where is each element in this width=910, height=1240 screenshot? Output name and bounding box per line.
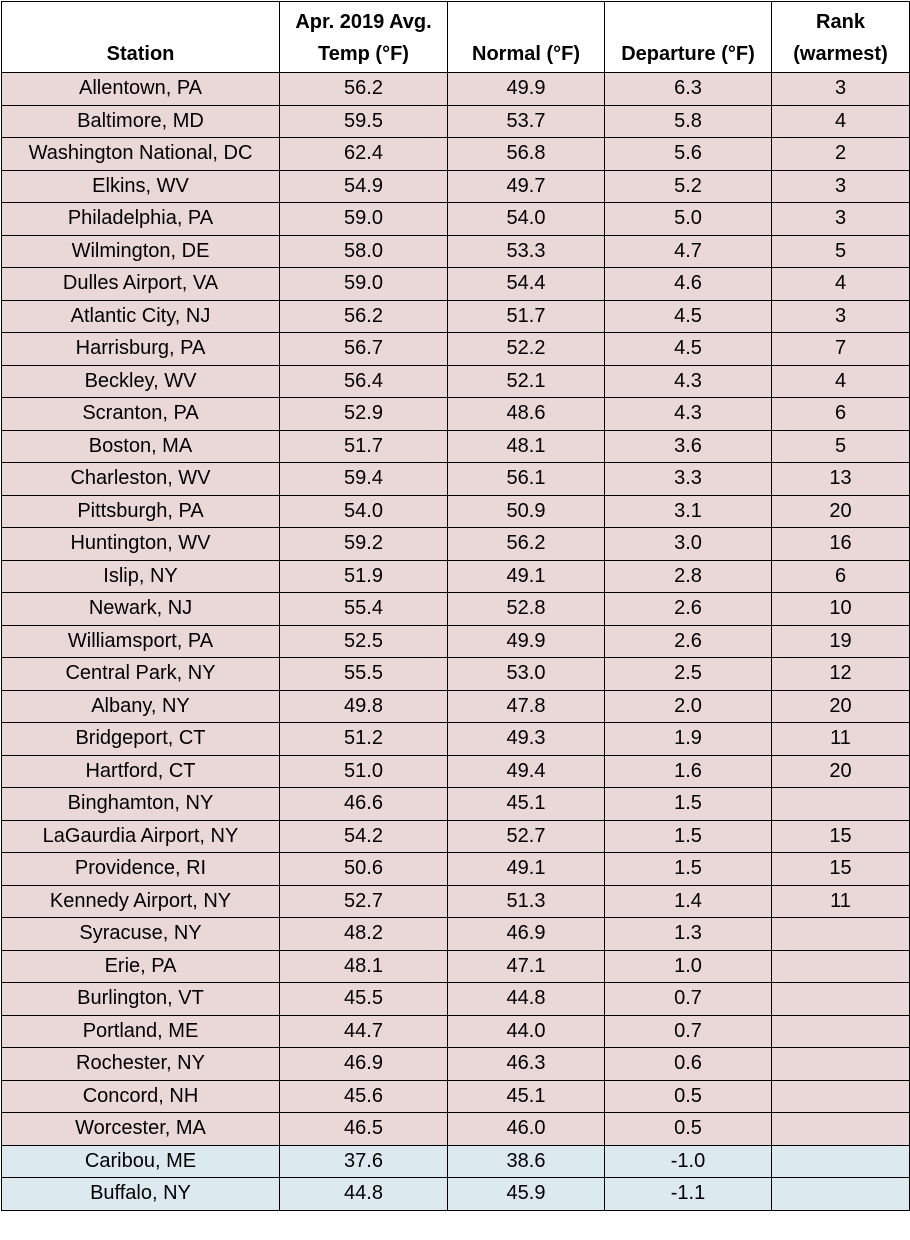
cell-rank: 3 [772, 203, 910, 236]
cell-avg-temp: 62.4 [280, 138, 448, 171]
cell-rank: 11 [772, 723, 910, 756]
cell-normal: 47.1 [448, 950, 605, 983]
cell-rank: 6 [772, 560, 910, 593]
cell-departure: 4.3 [605, 398, 772, 431]
table-row [2, 723, 910, 756]
cell-rank: 3 [772, 170, 910, 203]
table-row [2, 918, 910, 951]
cell-departure: 1.3 [605, 918, 772, 951]
cell-station: Portland, ME [2, 1015, 280, 1048]
table-row [2, 885, 910, 918]
cell-departure: 1.6 [605, 755, 772, 788]
cell-station: LaGaurdia Airport, NY [2, 820, 280, 853]
cell-normal: 38.6 [448, 1145, 605, 1178]
cell-rank: 5 [772, 430, 910, 463]
table-row [2, 333, 910, 366]
cell-departure: 5.2 [605, 170, 772, 203]
cell-avg-temp: 50.6 [280, 853, 448, 886]
cell-rank [772, 918, 910, 951]
cell-departure: 1.4 [605, 885, 772, 918]
table-row [2, 1015, 910, 1048]
cell-normal: 49.1 [448, 853, 605, 886]
cell-rank: 7 [772, 333, 910, 366]
cell-avg-temp: 59.0 [280, 203, 448, 236]
table-row [2, 1178, 910, 1211]
cell-rank: 16 [772, 528, 910, 561]
cell-normal: 53.3 [448, 235, 605, 268]
cell-station: Pittsburgh, PA [2, 495, 280, 528]
cell-avg-temp: 59.2 [280, 528, 448, 561]
cell-station: Newark, NJ [2, 593, 280, 626]
cell-normal: 56.8 [448, 138, 605, 171]
cell-rank: 10 [772, 593, 910, 626]
cell-normal: 44.0 [448, 1015, 605, 1048]
header-station [2, 2, 280, 73]
cell-rank: 15 [772, 820, 910, 853]
cell-avg-temp: 45.5 [280, 983, 448, 1016]
cell-normal: 44.8 [448, 983, 605, 1016]
cell-departure: 4.6 [605, 268, 772, 301]
cell-departure: 6.3 [605, 73, 772, 106]
cell-avg-temp: 52.9 [280, 398, 448, 431]
table-header [2, 2, 910, 73]
cell-normal: 49.4 [448, 755, 605, 788]
cell-normal: 52.8 [448, 593, 605, 626]
cell-departure: 3.3 [605, 463, 772, 496]
table-row [2, 170, 910, 203]
table-row [2, 1145, 910, 1178]
header-avg-temp-line2: Temp (°F) [318, 43, 409, 65]
cell-avg-temp: 56.2 [280, 73, 448, 106]
table-row [2, 268, 910, 301]
cell-avg-temp: 48.1 [280, 950, 448, 983]
cell-avg-temp: 56.2 [280, 300, 448, 333]
cell-departure: 0.5 [605, 1080, 772, 1113]
cell-station: Providence, RI [2, 853, 280, 886]
cell-normal: 48.6 [448, 398, 605, 431]
cell-avg-temp: 59.4 [280, 463, 448, 496]
table-row [2, 365, 910, 398]
cell-departure: 2.5 [605, 658, 772, 691]
cell-normal: 49.3 [448, 723, 605, 756]
cell-station: Erie, PA [2, 950, 280, 983]
cell-normal: 49.9 [448, 73, 605, 106]
cell-avg-temp: 59.5 [280, 105, 448, 138]
table-row [2, 788, 910, 821]
table-row [2, 495, 910, 528]
cell-avg-temp: 59.0 [280, 268, 448, 301]
cell-station: Bridgeport, CT [2, 723, 280, 756]
cell-avg-temp: 44.8 [280, 1178, 448, 1211]
cell-rank: 3 [772, 300, 910, 333]
cell-avg-temp: 54.2 [280, 820, 448, 853]
cell-departure: 2.6 [605, 625, 772, 658]
table-row [2, 430, 910, 463]
cell-rank [772, 788, 910, 821]
temperature-table [1, 1, 910, 1211]
header-avg-temp [280, 2, 448, 73]
cell-departure: 3.6 [605, 430, 772, 463]
cell-avg-temp: 51.7 [280, 430, 448, 463]
cell-rank [772, 1080, 910, 1113]
cell-avg-temp: 55.5 [280, 658, 448, 691]
cell-avg-temp: 49.8 [280, 690, 448, 723]
cell-departure: 1.5 [605, 853, 772, 886]
cell-departure: 1.5 [605, 788, 772, 821]
cell-normal: 56.2 [448, 528, 605, 561]
header-rank [772, 2, 910, 73]
cell-normal: 46.0 [448, 1113, 605, 1146]
cell-departure: 3.0 [605, 528, 772, 561]
cell-avg-temp: 37.6 [280, 1145, 448, 1178]
cell-departure: 0.7 [605, 1015, 772, 1048]
table-row [2, 138, 910, 171]
cell-station: Boston, MA [2, 430, 280, 463]
cell-avg-temp: 58.0 [280, 235, 448, 268]
header-departure [605, 2, 772, 73]
cell-station: Harrisburg, PA [2, 333, 280, 366]
cell-departure: 1.5 [605, 820, 772, 853]
cell-station: Islip, NY [2, 560, 280, 593]
cell-normal: 52.7 [448, 820, 605, 853]
cell-rank [772, 1113, 910, 1146]
cell-normal: 53.0 [448, 658, 605, 691]
table-row [2, 690, 910, 723]
cell-departure: 5.0 [605, 203, 772, 236]
cell-station: Wilmington, DE [2, 235, 280, 268]
table-row [2, 820, 910, 853]
cell-normal: 49.7 [448, 170, 605, 203]
table-row [2, 463, 910, 496]
cell-rank: 4 [772, 105, 910, 138]
cell-station: Buffalo, NY [2, 1178, 280, 1211]
cell-normal: 49.1 [448, 560, 605, 593]
cell-normal: 46.9 [448, 918, 605, 951]
cell-avg-temp: 45.6 [280, 1080, 448, 1113]
cell-normal: 45.9 [448, 1178, 605, 1211]
cell-station: Rochester, NY [2, 1048, 280, 1081]
header-normal-label: Normal (°F) [472, 43, 580, 65]
cell-station: Caribou, ME [2, 1145, 280, 1178]
cell-station: Syracuse, NY [2, 918, 280, 951]
cell-station: Williamsport, PA [2, 625, 280, 658]
cell-station: Beckley, WV [2, 365, 280, 398]
cell-rank: 2 [772, 138, 910, 171]
cell-avg-temp: 44.7 [280, 1015, 448, 1048]
header-rank-line2: (warmest) [793, 43, 888, 65]
cell-normal: 45.1 [448, 788, 605, 821]
cell-station: Charleston, WV [2, 463, 280, 496]
cell-rank: 11 [772, 885, 910, 918]
cell-avg-temp: 56.4 [280, 365, 448, 398]
cell-departure: 4.3 [605, 365, 772, 398]
table-row [2, 203, 910, 236]
cell-avg-temp: 52.5 [280, 625, 448, 658]
cell-departure: 4.7 [605, 235, 772, 268]
cell-avg-temp: 52.7 [280, 885, 448, 918]
cell-rank: 12 [772, 658, 910, 691]
cell-avg-temp: 46.5 [280, 1113, 448, 1146]
table-row [2, 1048, 910, 1081]
cell-station: Binghamton, NY [2, 788, 280, 821]
cell-station: Scranton, PA [2, 398, 280, 431]
cell-station: Concord, NH [2, 1080, 280, 1113]
table-row [2, 105, 910, 138]
cell-normal: 54.4 [448, 268, 605, 301]
cell-rank [772, 950, 910, 983]
cell-rank: 6 [772, 398, 910, 431]
cell-rank: 20 [772, 495, 910, 528]
header-avg-temp-line1: Apr. 2019 Avg. [295, 11, 432, 33]
cell-station: Central Park, NY [2, 658, 280, 691]
cell-departure: -1.0 [605, 1145, 772, 1178]
cell-normal: 50.9 [448, 495, 605, 528]
cell-rank: 5 [772, 235, 910, 268]
cell-normal: 51.3 [448, 885, 605, 918]
table-row [2, 560, 910, 593]
cell-rank [772, 983, 910, 1016]
cell-avg-temp: 51.9 [280, 560, 448, 593]
table-row [2, 755, 910, 788]
cell-avg-temp: 55.4 [280, 593, 448, 626]
cell-avg-temp: 56.7 [280, 333, 448, 366]
cell-normal: 48.1 [448, 430, 605, 463]
cell-station: Baltimore, MD [2, 105, 280, 138]
cell-avg-temp: 48.2 [280, 918, 448, 951]
cell-normal: 47.8 [448, 690, 605, 723]
header-station-label: Station [106, 43, 175, 65]
cell-avg-temp: 51.2 [280, 723, 448, 756]
cell-normal: 56.1 [448, 463, 605, 496]
cell-rank: 3 [772, 73, 910, 106]
cell-station: Atlantic City, NJ [2, 300, 280, 333]
cell-departure: 4.5 [605, 300, 772, 333]
cell-rank [772, 1145, 910, 1178]
table-row [2, 853, 910, 886]
cell-rank [772, 1178, 910, 1211]
cell-rank: 4 [772, 365, 910, 398]
cell-normal: 45.1 [448, 1080, 605, 1113]
cell-rank: 20 [772, 755, 910, 788]
cell-rank [772, 1048, 910, 1081]
table-row [2, 300, 910, 333]
cell-station: Hartford, CT [2, 755, 280, 788]
table-row [2, 950, 910, 983]
cell-normal: 54.0 [448, 203, 605, 236]
cell-normal: 53.7 [448, 105, 605, 138]
cell-avg-temp: 54.9 [280, 170, 448, 203]
cell-departure: 5.8 [605, 105, 772, 138]
cell-rank: 20 [772, 690, 910, 723]
cell-departure: 2.8 [605, 560, 772, 593]
cell-rank: 4 [772, 268, 910, 301]
table-row [2, 1080, 910, 1113]
cell-departure: 0.5 [605, 1113, 772, 1146]
cell-departure: -1.1 [605, 1178, 772, 1211]
table-row [2, 983, 910, 1016]
cell-rank: 13 [772, 463, 910, 496]
cell-station: Burlington, VT [2, 983, 280, 1016]
cell-departure: 4.5 [605, 333, 772, 366]
cell-station: Allentown, PA [2, 73, 280, 106]
cell-station: Philadelphia, PA [2, 203, 280, 236]
cell-avg-temp: 51.0 [280, 755, 448, 788]
table-row [2, 593, 910, 626]
cell-avg-temp: 54.0 [280, 495, 448, 528]
table-row [2, 73, 910, 106]
cell-departure: 1.9 [605, 723, 772, 756]
cell-normal: 46.3 [448, 1048, 605, 1081]
header-rank-line1: Rank [816, 11, 865, 33]
table-row [2, 1113, 910, 1146]
cell-departure: 0.6 [605, 1048, 772, 1081]
cell-departure: 0.7 [605, 983, 772, 1016]
header-departure-label: Departure (°F) [621, 43, 755, 65]
cell-normal: 51.7 [448, 300, 605, 333]
table-body [2, 73, 910, 1211]
cell-normal: 52.2 [448, 333, 605, 366]
cell-departure: 2.0 [605, 690, 772, 723]
cell-avg-temp: 46.9 [280, 1048, 448, 1081]
header-normal [448, 2, 605, 73]
table-row [2, 658, 910, 691]
cell-departure: 3.1 [605, 495, 772, 528]
cell-normal: 52.1 [448, 365, 605, 398]
header-row [2, 2, 910, 73]
cell-departure: 1.0 [605, 950, 772, 983]
table-row [2, 528, 910, 561]
cell-station: Albany, NY [2, 690, 280, 723]
cell-departure: 2.6 [605, 593, 772, 626]
cell-station: Huntington, WV [2, 528, 280, 561]
cell-departure: 5.6 [605, 138, 772, 171]
cell-station: Washington National, DC [2, 138, 280, 171]
table-row [2, 398, 910, 431]
cell-rank: 15 [772, 853, 910, 886]
table-row [2, 235, 910, 268]
cell-rank: 19 [772, 625, 910, 658]
cell-station: Worcester, MA [2, 1113, 280, 1146]
cell-station: Elkins, WV [2, 170, 280, 203]
cell-avg-temp: 46.6 [280, 788, 448, 821]
cell-station: Kennedy Airport, NY [2, 885, 280, 918]
cell-station: Dulles Airport, VA [2, 268, 280, 301]
table-row [2, 625, 910, 658]
cell-normal: 49.9 [448, 625, 605, 658]
cell-rank [772, 1015, 910, 1048]
